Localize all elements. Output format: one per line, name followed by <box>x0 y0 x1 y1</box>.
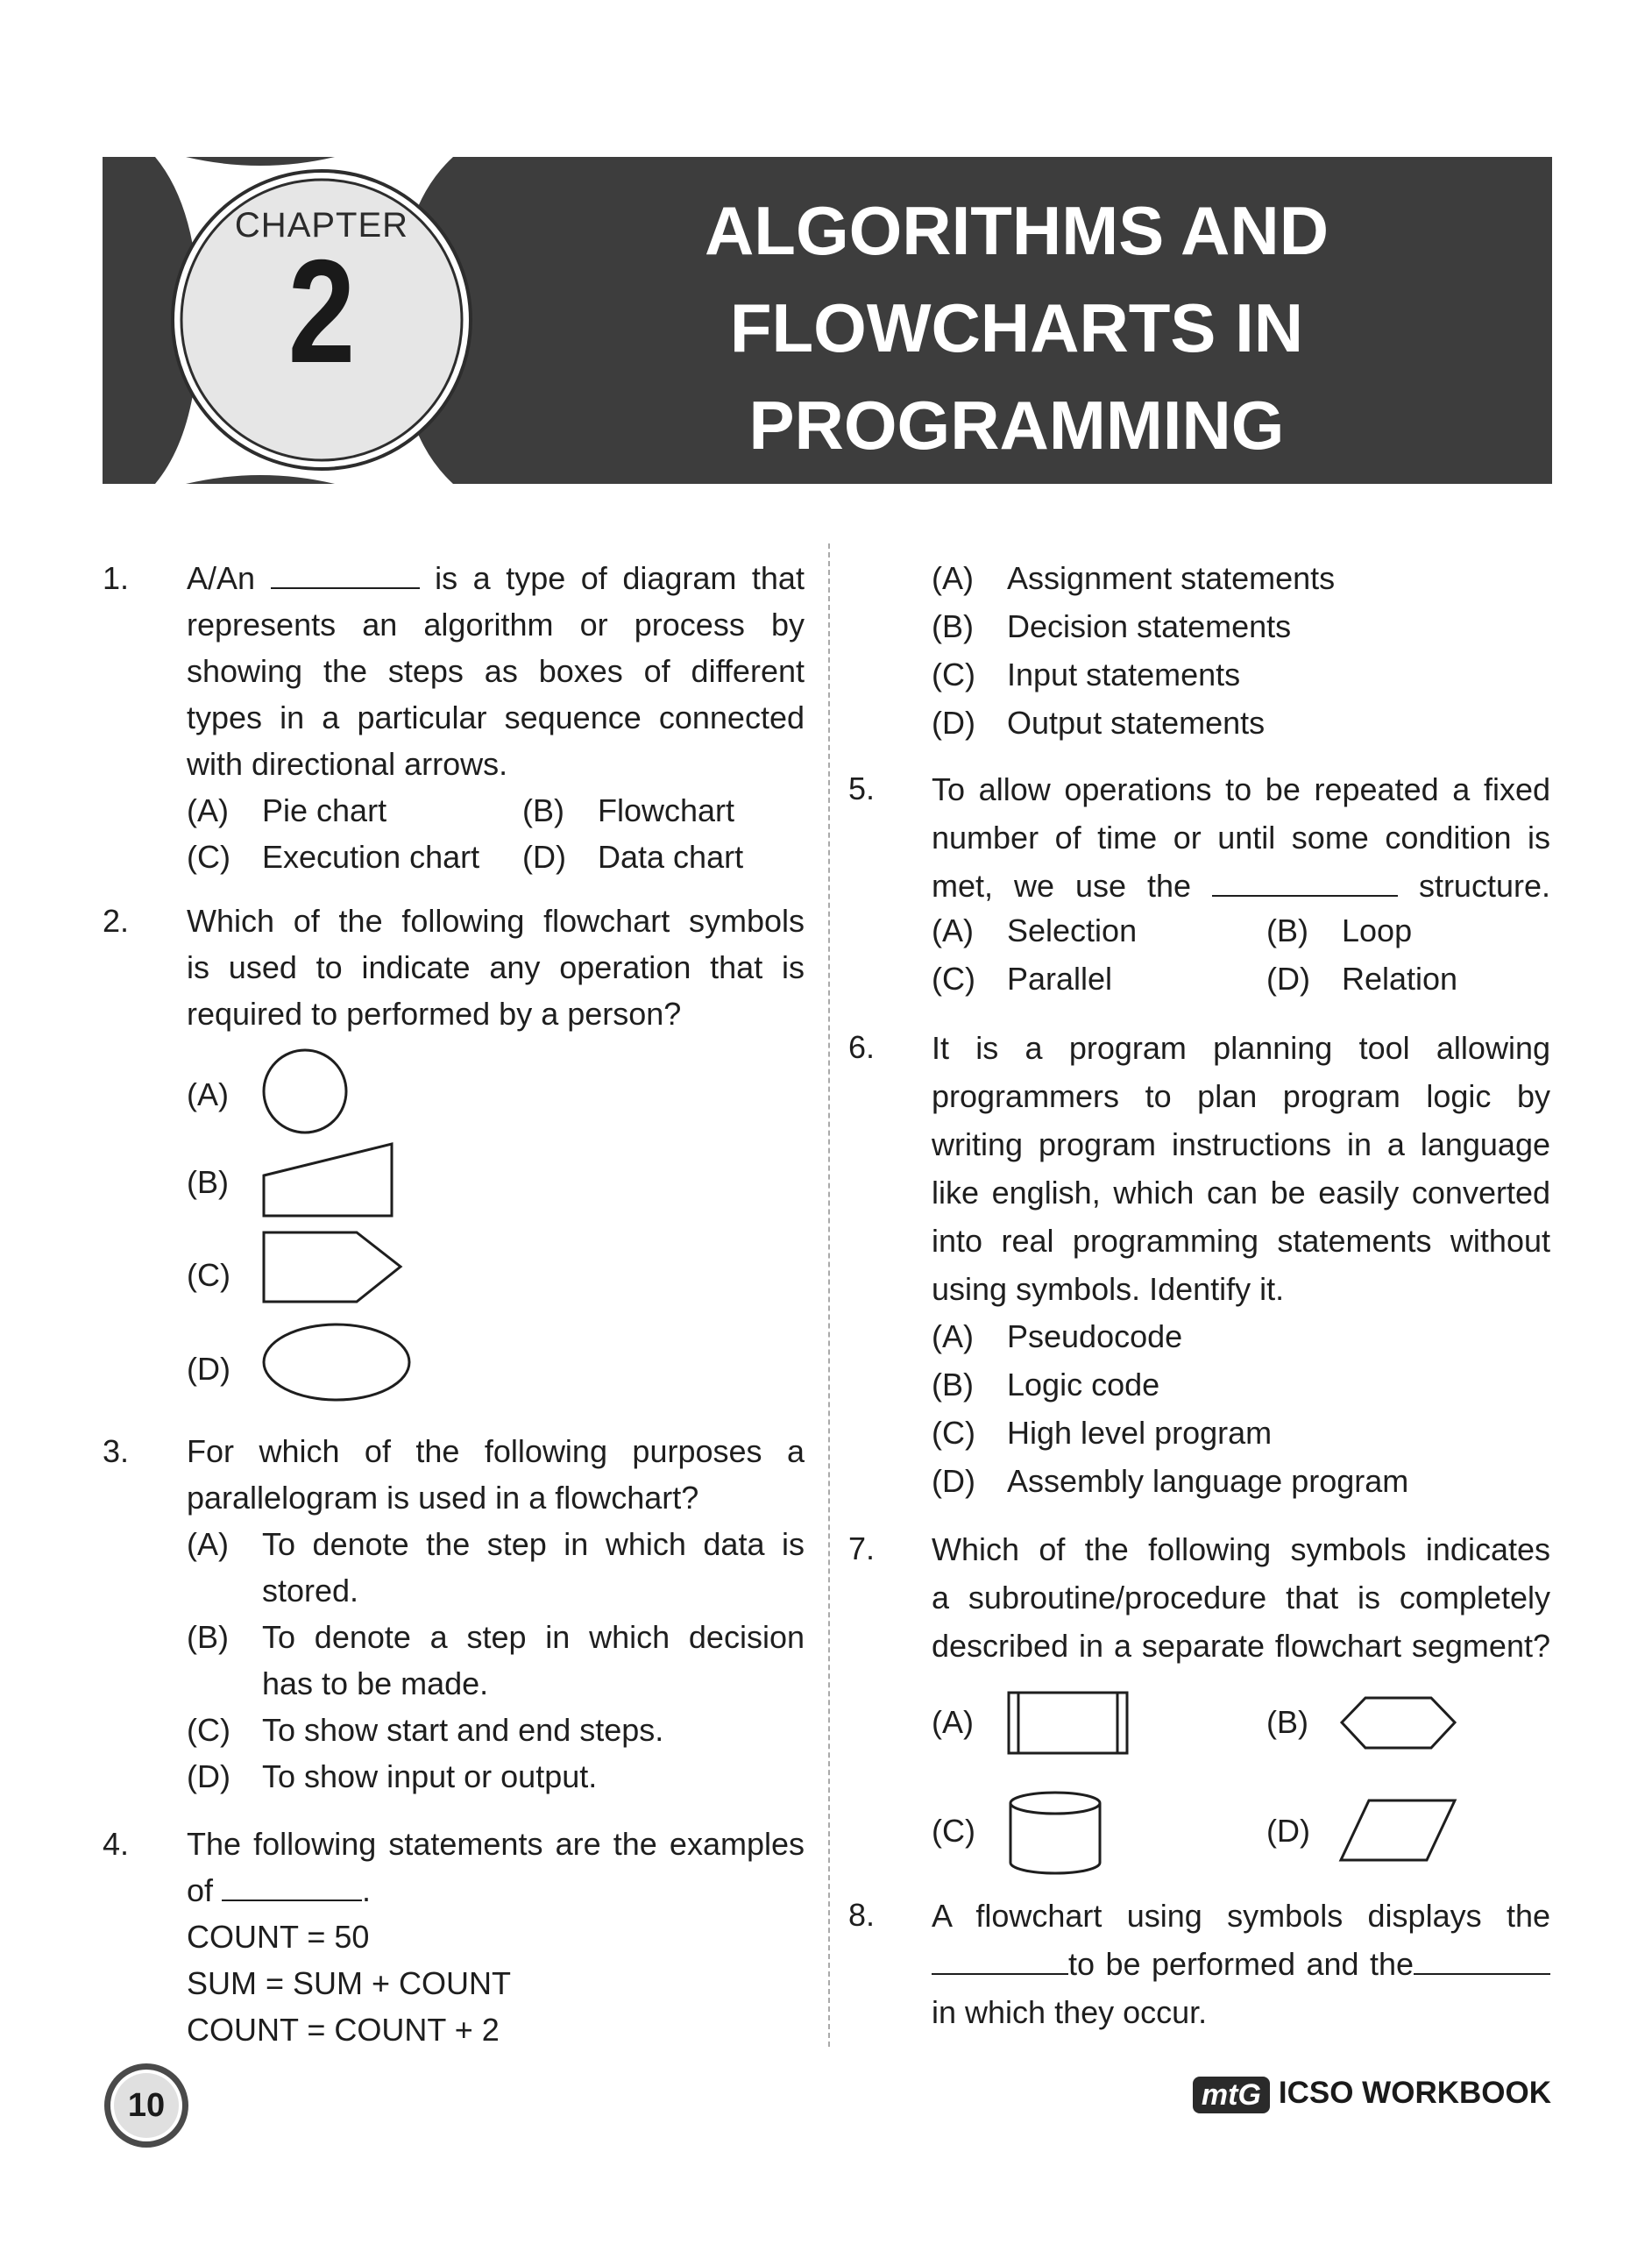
question-line: in which they occur. <box>932 1994 1208 2030</box>
question-text <box>187 898 805 1037</box>
column-divider <box>828 543 830 2047</box>
option-label: (B) <box>1266 1704 1308 1740</box>
question-text <box>187 1428 805 1521</box>
parallelogram-icon <box>1338 1797 1459 1864</box>
page-number-badge <box>103 2062 190 2149</box>
question-text <box>932 1525 1550 1670</box>
question-line: For which of the following purposes a <box>187 1433 805 1469</box>
mtg-logo: mtG <box>1193 2077 1270 2113</box>
chapter-label: CHAPTER <box>234 206 409 245</box>
chapter-number: 2 <box>287 229 356 394</box>
question-line: with directional arrows. <box>187 746 508 782</box>
option: (D) To show input or output. <box>187 1758 598 1794</box>
question-line: like english, which can be easily converted <box>932 1175 1550 1211</box>
question-line: writing program instructions in a language <box>932 1126 1550 1162</box>
option: (B) Flowchart <box>522 792 735 828</box>
option: (C) To show start and end steps. <box>187 1712 664 1748</box>
question-number: 2. <box>103 903 130 939</box>
option: (C) High level program <box>932 1415 1273 1451</box>
question-text <box>932 765 1550 910</box>
option: (B) Logic code <box>932 1367 1160 1402</box>
question-line: of . <box>187 1872 372 1908</box>
option-label: (D) <box>187 1351 230 1387</box>
question-line: programmers to plan program logic by <box>932 1078 1550 1114</box>
question-number: 3. <box>103 1433 130 1469</box>
option: (B) Loop <box>1266 913 1413 948</box>
option: (A) Pie chart <box>187 792 387 828</box>
question-line: using symbols. Identify it. <box>932 1271 1285 1307</box>
option-label: (B) <box>187 1164 229 1200</box>
option-label: (B) <box>187 1619 229 1655</box>
question-line: described in a separate flowchart segment? <box>932 1628 1550 1664</box>
page-number: 10 <box>127 2086 166 2124</box>
option-text: To denote a step in which decision has to be made. <box>262 1619 805 1701</box>
question-text <box>187 1821 805 1914</box>
question-line: Which of the following symbols indicates <box>932 1531 1550 1567</box>
option-label: (A) <box>187 1076 229 1112</box>
question-line: To allow operations to be repeated a fixed <box>932 771 1550 807</box>
option-label: (A) <box>187 1526 229 1562</box>
question-line: number of time or until some condition is <box>932 820 1550 856</box>
option: (C) Execution chart <box>187 839 480 875</box>
option: (D) Relation <box>1266 961 1458 997</box>
option: (A) Assignment statements <box>932 560 1336 596</box>
question-line: showing the steps as boxes of different <box>187 653 805 689</box>
question-line: It is a program planning tool allowing <box>932 1030 1550 1066</box>
chapter-title-line: PROGRAMMING <box>748 387 1285 464</box>
option-text: To denote the step in which data is stored. <box>262 1526 805 1608</box>
question-line: parallelogram is used in a flowchart? <box>187 1480 699 1516</box>
question-number: 8. <box>848 1897 876 1933</box>
manual-input-icon <box>259 1140 400 1220</box>
option-label: (C) <box>187 1257 230 1293</box>
question-line: types in a particular sequence connected <box>187 699 805 735</box>
question-line: into real programming statements without <box>932 1223 1550 1259</box>
question-line: A flowchart using symbols displays the <box>932 1898 1550 1934</box>
code-line: SUM = SUM + COUNT <box>187 1965 512 2001</box>
question-line: is used to indicate any operation that is <box>187 949 805 985</box>
question-text <box>187 555 805 787</box>
option: (D) Output statements <box>932 705 1266 741</box>
ellipse-icon <box>259 1320 415 1408</box>
option: (C) Parallel <box>932 961 1113 997</box>
question-line: to be performed and the <box>932 1940 1550 1988</box>
question-text <box>932 1024 1550 1313</box>
chapter-title <box>491 182 1542 474</box>
code-line: COUNT = 50 <box>187 1919 370 1955</box>
chapter-badge <box>146 157 497 484</box>
option-label: (A) <box>932 1704 974 1740</box>
option-label: (D) <box>1266 1813 1310 1849</box>
question-line: required to performed by a person? <box>187 996 682 1032</box>
question-line: A/An is a type of diagram that <box>187 560 805 596</box>
option: (C) Input statements <box>932 657 1241 692</box>
question-line: met, we use the structure. <box>932 868 1550 904</box>
chapter-title-line: ALGORITHMS AND <box>704 192 1329 269</box>
code-line: COUNT = COUNT + 2 <box>187 2012 500 2048</box>
question-line: Which of the following flowchart symbols <box>187 903 805 939</box>
cylinder-icon <box>1006 1789 1104 1878</box>
question-number: 1. <box>103 560 130 596</box>
brand-text: ICSO WORKBOOK <box>1278 2076 1551 2110</box>
question-line: represents an algorithm or process by <box>187 607 805 643</box>
option: (A) Pseudocode <box>932 1318 1183 1354</box>
question-line: a subroutine/procedure that is completely <box>932 1580 1550 1616</box>
option: (A) Selection <box>932 913 1138 948</box>
question-line: The following statements are the examples <box>187 1826 805 1862</box>
predefined-process-icon <box>1006 1690 1131 1757</box>
option-label: (C) <box>932 1813 975 1849</box>
option: (D) Data chart <box>522 839 744 875</box>
question-text <box>932 1892 1550 2036</box>
option: (D) Assembly language program <box>932 1463 1409 1499</box>
question-number: 6. <box>848 1029 876 1065</box>
question-number: 5. <box>848 770 876 806</box>
hexagon-icon <box>1338 1694 1459 1752</box>
question-number: 4. <box>103 1826 130 1862</box>
option: (B) Decision statements <box>932 608 1292 644</box>
circle-icon <box>259 1046 351 1137</box>
chapter-title-line: FLOWCHARTS IN <box>729 289 1304 366</box>
footer-brand <box>1193 2076 1551 2113</box>
question-number: 7. <box>848 1530 876 1566</box>
off-page-connector-icon <box>259 1228 407 1309</box>
